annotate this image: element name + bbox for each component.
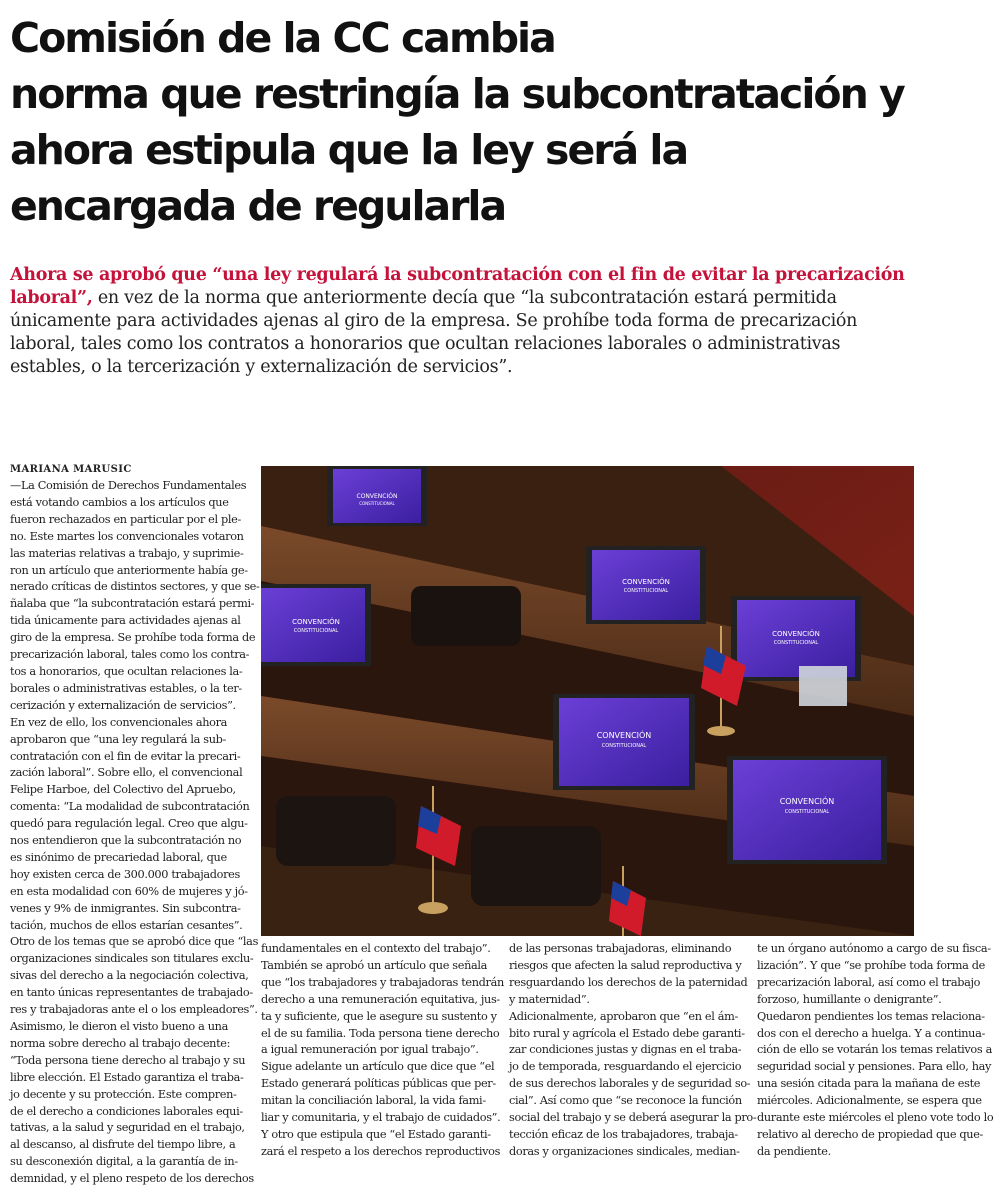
text-line: En vez de ello, los convencionales ahora bbox=[10, 715, 228, 729]
text-line: mitan la conciliación laboral, la vida fami- bbox=[261, 1094, 486, 1108]
text-line: fundamentales en el contexto del trabajo”. bbox=[261, 942, 491, 955]
text-line: a igual remuneración por igual trabajo”. bbox=[261, 1043, 479, 1057]
text-line: Quedaron pendientes los temas relaciona- bbox=[757, 1009, 985, 1023]
svg-text:CONSTITUCIONAL: CONSTITUCIONAL bbox=[293, 628, 339, 634]
text-line: las materias relativas a trabajo, y suprimie- bbox=[10, 546, 244, 560]
text-line: cerización y externalización de servicios”. bbox=[10, 698, 236, 712]
article-column-2 bbox=[261, 941, 504, 1161]
text-line: resguardando los derechos de la paternidad bbox=[509, 975, 748, 989]
text-line: Felipe Harboe, del Colectivo del Apruebo, bbox=[10, 783, 236, 797]
svg-text:CONSTITUCIONAL: CONSTITUCIONAL bbox=[623, 588, 669, 594]
svg-text:CONVENCIÓN: CONVENCIÓN bbox=[772, 630, 820, 638]
text-line: social del trabajo y se deberá asegurar la pro- bbox=[509, 1111, 757, 1125]
monitor-screen bbox=[327, 466, 427, 526]
text-line: nerado críticas de distintos sectores, y que se- bbox=[10, 580, 260, 594]
article-column-3 bbox=[509, 941, 757, 1161]
text-line: que “los trabajadores y trabajadoras tendrán bbox=[261, 975, 504, 989]
article-photo bbox=[261, 466, 914, 936]
svg-text:CONVENCIÓN: CONVENCIÓN bbox=[292, 618, 340, 626]
text-line: zación laboral”. Sobre ello, el convencional bbox=[10, 766, 243, 780]
text-line: relativo al derecho de propiedad que que- bbox=[757, 1127, 984, 1141]
text-line: bito rural y agrícola el Estado debe garanti- bbox=[509, 1026, 745, 1040]
text-line: Estado generará políticas públicas que per- bbox=[261, 1077, 496, 1091]
text-line: “Toda persona tiene derecho al trabajo y su bbox=[10, 1053, 246, 1067]
headline bbox=[10, 10, 995, 234]
deck-lead: Ahora se aprobó que “una ley regulará la subcontratación con el fin de evitar la precarización bbox=[10, 265, 905, 285]
text-line: zará el respeto a los derechos reproductivos bbox=[261, 1144, 501, 1158]
text-line: dos con el derecho a huelga. Y a continua- bbox=[757, 1026, 985, 1040]
text-line: tación, muchos de ellos estarían cesantes”. bbox=[10, 918, 243, 932]
text-line: organizaciones sindicales son titulares exclu- bbox=[10, 952, 254, 966]
article-column-1 bbox=[10, 478, 260, 1188]
text-line: tativas, a la salud y seguridad en el trabajo, bbox=[10, 1121, 245, 1135]
text-line: da pendiente. bbox=[757, 1144, 831, 1158]
text-line: en esta modalidad con 60% de mujeres y jó- bbox=[10, 884, 248, 898]
text-line: doras y organizaciones sindicales, median- bbox=[509, 1144, 740, 1158]
monitor-screen bbox=[727, 756, 887, 864]
svg-text:CONVENCIÓN: CONVENCIÓN bbox=[779, 797, 835, 806]
text-line: zar condiciones justas y dignas en el traba- bbox=[509, 1043, 742, 1057]
svg-text:CONSTITUCIONAL: CONSTITUCIONAL bbox=[601, 743, 647, 749]
text-line: riesgos que afecten la salud reproductiva y bbox=[509, 958, 742, 972]
text-line: aprobaron que “una ley regulará la sub- bbox=[10, 732, 226, 746]
text-line: jo de temporada, resguardando el ejercicio bbox=[509, 1060, 742, 1074]
text-line: el de su familia. Toda persona tiene derecho bbox=[261, 1026, 500, 1040]
text-line: res y trabajadoras ante el o los empleadores”. bbox=[10, 1003, 258, 1017]
svg-text:CONSTITUCIONAL: CONSTITUCIONAL bbox=[784, 809, 830, 815]
svg-text:CONSTITUCIONAL: CONSTITUCIONAL bbox=[773, 640, 819, 646]
byline: MARIANA MARUSIC bbox=[10, 464, 132, 475]
text-line: fueron rechazados en particular por el ple- bbox=[10, 512, 241, 526]
text-line: giro de la empresa. Se prohíbe toda forma de bbox=[10, 631, 256, 645]
text-line: seguridad social y pensiones. Para ello, hay bbox=[757, 1060, 992, 1074]
deck-line bbox=[10, 287, 995, 310]
headline-line: ahora estipula que la ley será la bbox=[10, 126, 688, 174]
svg-text:CONSTITUCIONAL: CONSTITUCIONAL bbox=[359, 501, 395, 506]
text-line: tección eficaz de los trabajadores, trabaja- bbox=[509, 1127, 738, 1141]
text-line: hoy existen cerca de 300.000 trabajadores bbox=[10, 867, 240, 881]
text-line: precarización laboral, así como el trabajo bbox=[757, 975, 981, 989]
headline-line: norma que restringía la subcontratación y bbox=[10, 70, 904, 118]
monitor-screen bbox=[553, 694, 695, 790]
deck-lead: laboral”, bbox=[10, 288, 93, 308]
text-line: de sus derechos laborales y de seguridad so- bbox=[509, 1077, 751, 1091]
text-line: Adicionalmente, aprobaron que “en el ám- bbox=[509, 1009, 738, 1023]
text-line: tida únicamente para actividades ajenas al bbox=[10, 614, 241, 628]
text-line: sivas del derecho a la negociación colectiva, bbox=[10, 969, 249, 983]
text-line: durante este miércoles el pleno vote todo lo bbox=[757, 1111, 994, 1125]
deck-line bbox=[10, 264, 995, 287]
text-line: ñalaba que “la subcontratación estará permi- bbox=[10, 597, 255, 611]
text-line: demnidad, y el pleno respeto de los derechos bbox=[10, 1172, 254, 1186]
svg-text:CONVENCIÓN: CONVENCIÓN bbox=[622, 578, 670, 586]
text-line: borales o administrativas estables, o la ter- bbox=[10, 681, 242, 695]
headline-line: encargada de regularla bbox=[10, 182, 506, 230]
text-line: jo decente y su protección. Este compren- bbox=[10, 1087, 237, 1101]
svg-text:CONVENCIÓN: CONVENCIÓN bbox=[596, 731, 652, 740]
text-line: Asimismo, le dieron el visto bueno a una bbox=[10, 1020, 228, 1033]
text-line: —La Comisión de Derechos Fundamentales bbox=[10, 479, 247, 492]
text-line: en tanto únicas representantes de trabajado- bbox=[10, 986, 253, 1000]
article-column-4 bbox=[757, 941, 993, 1161]
text-line: venes y 9% de inmigrantes. Sin subcontra- bbox=[10, 901, 241, 915]
headline-line: Comisión de la CC cambia bbox=[10, 14, 555, 62]
text-line: cial”. Así como que “se reconoce la función bbox=[509, 1094, 742, 1108]
text-line: te un órgano autónomo a cargo de su fisca- bbox=[757, 942, 991, 955]
monitor-screen bbox=[261, 584, 371, 666]
text-line: Y otro que estipula que “el Estado garanti- bbox=[261, 1127, 491, 1141]
text-line: Sigue adelante un artículo que dice que “el bbox=[261, 1060, 495, 1074]
text-line: al descanso, al disfrute del tiempo libre, a bbox=[10, 1138, 236, 1152]
text-line: miércoles. Adicionalmente, se espera que bbox=[757, 1094, 982, 1108]
text-line: nos entendieron que la subcontratación no bbox=[10, 834, 242, 848]
text-line: libre elección. El Estado garantiza el traba- bbox=[10, 1070, 244, 1084]
text-line: derecho a una remuneración equitativa, jus- bbox=[261, 992, 500, 1006]
monitor-screen bbox=[586, 546, 706, 624]
deck-line: laboral, tales como los contratos a honorarios que ocultan relaciones laborales o administrativas bbox=[10, 334, 841, 354]
text-line: ta y suficiente, que le asegure su sustento y bbox=[261, 1009, 497, 1023]
deck-text: en vez de la norma que anteriormente decía que “la subcontratación estará permitida bbox=[92, 288, 837, 308]
text-line: y maternidad”. bbox=[509, 992, 590, 1006]
text-line: liar y comunitaria, y el trabajo de cuidados”. bbox=[261, 1111, 501, 1125]
svg-text:CONVENCIÓN: CONVENCIÓN bbox=[356, 493, 398, 500]
deck-line: únicamente para actividades ajenas al giro de la empresa. Se prohíbe toda forma de precarización bbox=[10, 311, 858, 331]
text-line: precarización laboral, tales como los contra- bbox=[10, 648, 250, 662]
text-line: una sesión citada para la mañana de este bbox=[757, 1077, 981, 1091]
text-line: su desconexión digital, a la garantía de in- bbox=[10, 1155, 238, 1169]
text-line: de el derecho a condiciones laborales equi- bbox=[10, 1104, 243, 1118]
text-line: está votando cambios a los artículos que bbox=[10, 495, 229, 509]
text-line: forzoso, humillante o denigrante”. bbox=[757, 992, 942, 1006]
text-line: tos a honorarios, que ocultan relaciones la- bbox=[10, 664, 243, 678]
text-line: quedó para regulación legal. Creo que algu- bbox=[10, 817, 248, 831]
text-line: contratación con el fin de evitar la precari- bbox=[10, 749, 241, 763]
text-line: Otro de los temas que se aprobó dice que “las bbox=[10, 935, 259, 949]
text-line: no. Este martes los convencionales votaron bbox=[10, 529, 244, 543]
text-line: También se aprobó un artículo que señala bbox=[261, 958, 488, 972]
deck-summary bbox=[10, 264, 995, 379]
text-line: es sinónimo de precariedad laboral, que bbox=[10, 850, 227, 864]
deck-line: estables, o la tercerización y externalización de servicios”. bbox=[10, 357, 513, 377]
text-line: de las personas trabajadoras, eliminando bbox=[509, 942, 732, 955]
text-line: ción de ello se votarán los temas relativos a bbox=[757, 1043, 992, 1057]
text-line: comenta: “La modalidad de subcontratación bbox=[10, 800, 250, 814]
text-line: ron un artículo que anteriormente había ge- bbox=[10, 563, 248, 577]
text-line: norma sobre derecho al trabajo decente: bbox=[10, 1036, 231, 1050]
text-line: lización”. Y que “se prohíbe toda forma de bbox=[757, 958, 985, 972]
